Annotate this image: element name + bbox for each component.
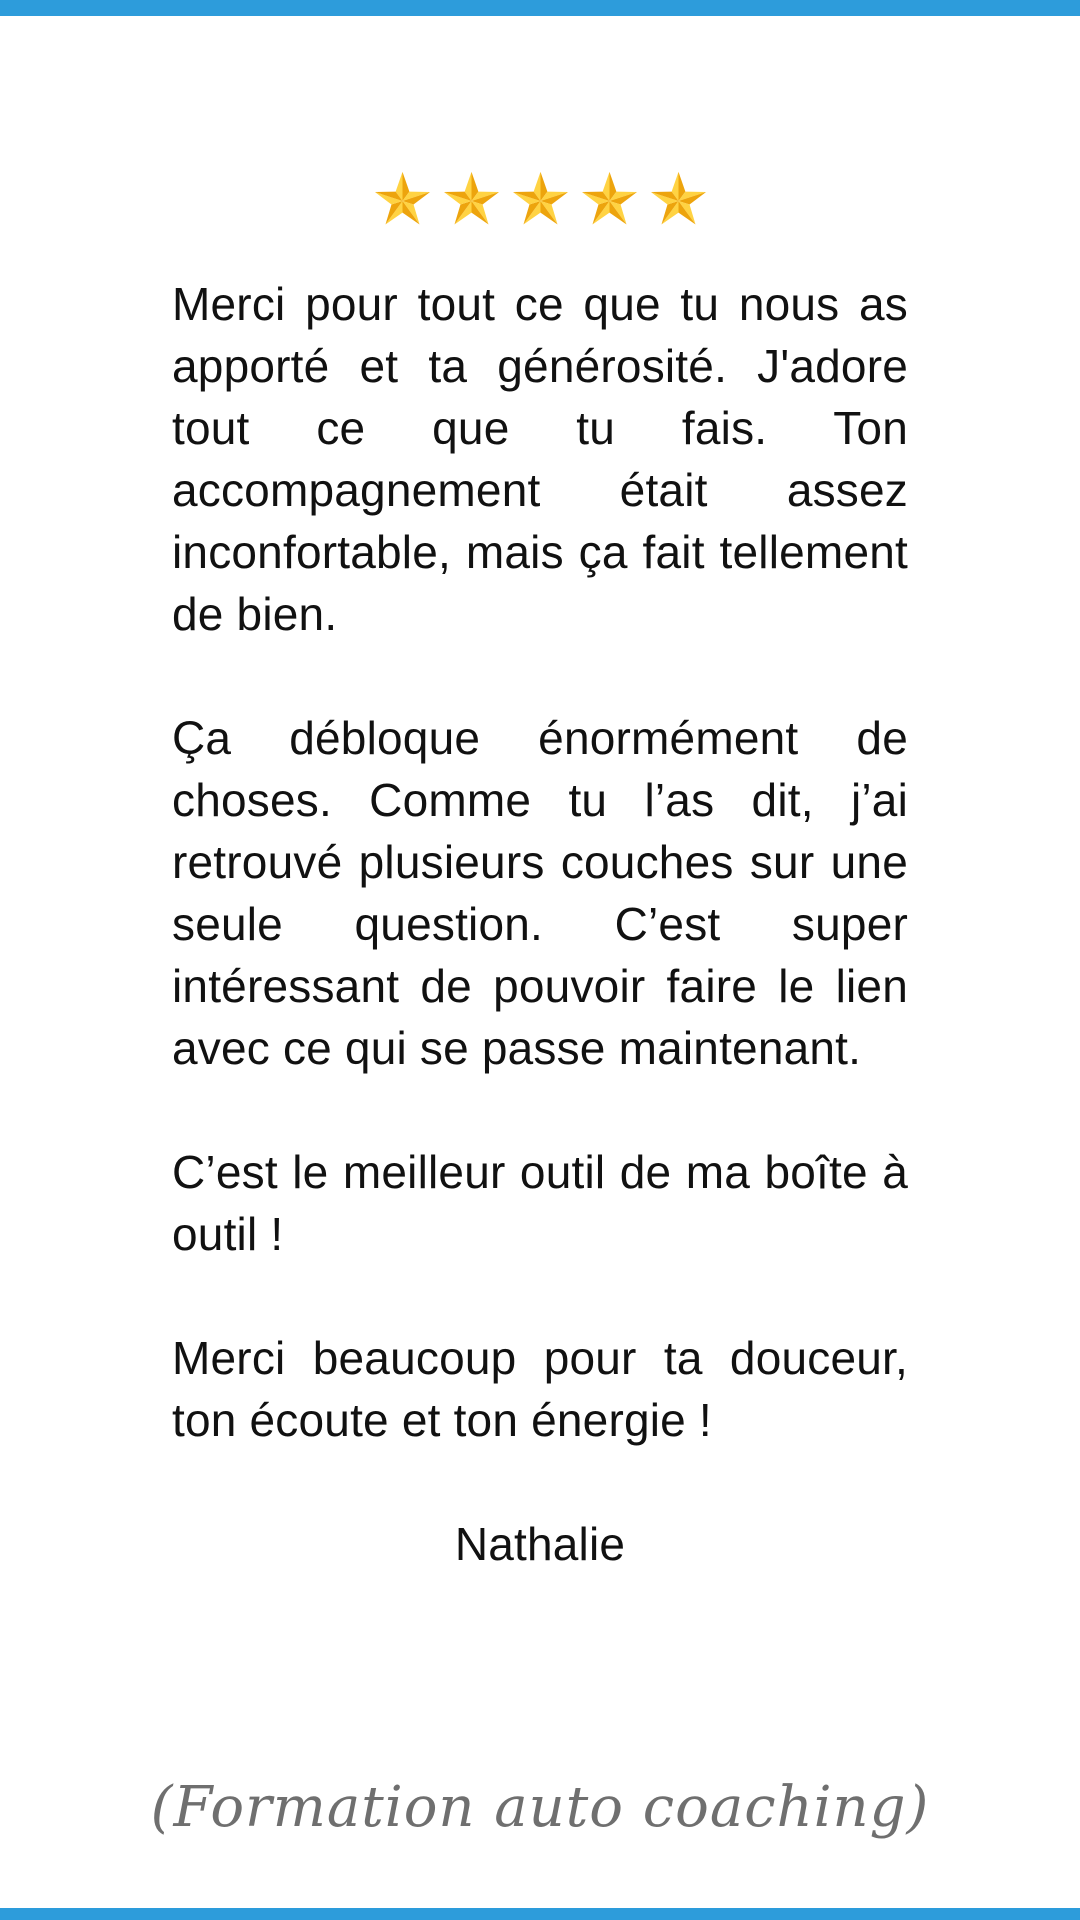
star-icon xyxy=(578,170,641,230)
author-name: Nathalie xyxy=(454,1518,626,1570)
star-icon xyxy=(440,170,503,230)
top-accent-bar xyxy=(0,0,1080,16)
testimonial-paragraph-4: Merci beaucoup pour ta douceur, ton écoute et ton énergie ! xyxy=(172,1332,908,1446)
star-icon xyxy=(647,170,710,230)
program-name: (Formation auto coaching) xyxy=(150,1775,930,1840)
star-icon xyxy=(509,170,572,230)
star-icon xyxy=(371,170,434,230)
five-star-rating xyxy=(0,170,1080,230)
bottom-accent-bar xyxy=(0,1908,1080,1920)
testimonial-text xyxy=(172,273,908,1575)
testimonial-paragraph-2: Ça débloque énormément de choses. Comme tu l’as dit, j’ai retrouvé plusieurs couches sur une seule question. C’est super intéressant de pouvoir faire le lien avec ce qui se passe maintenant. xyxy=(172,712,908,1074)
testimonial-paragraph-1: Merci pour tout ce que tu nous as apporté et ta générosité. J'adore tout ce que tu fais. Ton accompagnement était assez inconfortable, mais ça fait tellement de bien. xyxy=(172,278,908,640)
testimonial-paragraph-3: C’est le meilleur outil de ma boîte à outil ! xyxy=(172,1146,908,1260)
